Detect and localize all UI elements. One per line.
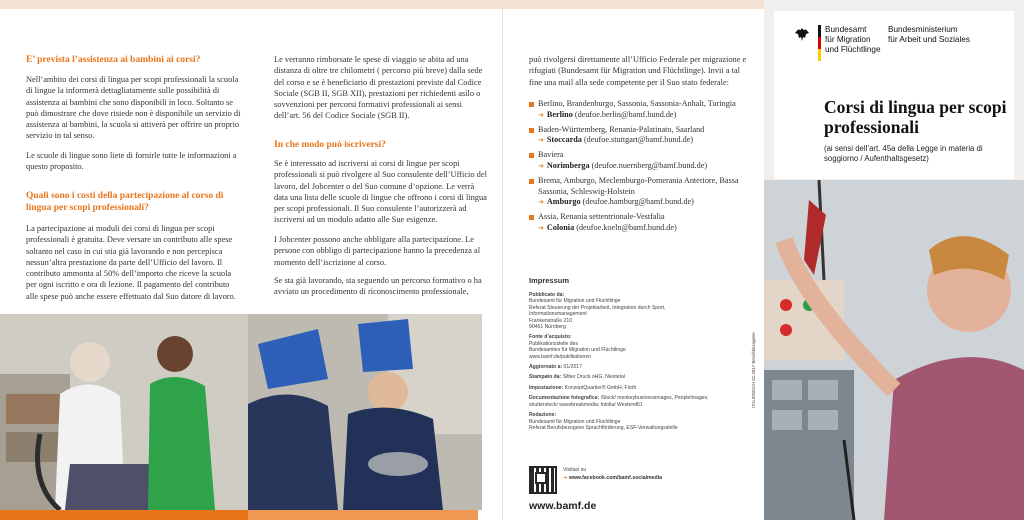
impressum-line: Bundesamt für Migration und Flüchtlinge	[529, 418, 621, 425]
website-link[interactable]: www.bamf.de	[529, 500, 597, 512]
logo-line: für Migration	[825, 35, 871, 44]
cover-subtitle: (ai sensi dell’art. 45a della Legge in materia di soggiorno / Aufenthaltsgesetz)	[824, 144, 983, 163]
impressum-line: Bundesamtes für Migration und Flüchtlinge	[529, 347, 626, 354]
visit-label: Visitaci su	[563, 467, 587, 473]
cover-header	[774, 11, 1014, 179]
impressum-label: Fonte d’acquisto:	[529, 334, 572, 341]
panel-contacts-impressum	[502, 0, 764, 520]
office-states: Assia, Renania settentrionale-Vestfalia	[529, 212, 755, 223]
logo-line: für Arbeit und Soziales	[888, 35, 970, 44]
arrow-right-icon: ➔	[538, 161, 544, 170]
office-city: Colonia	[546, 222, 575, 232]
office-contact[interactable]	[529, 161, 755, 172]
office-email[interactable]: (deufoe.berlin@bamf.bund.de)	[574, 109, 677, 119]
office-states: Baviera	[529, 150, 755, 161]
heading-childcare: E’ prevista l’assistenza ai bambini ai corsi?	[26, 55, 201, 65]
paragraph-contact-bamf: può rivolgersi direttamente all’Ufficio Federale per migrazione e rifugiati (Bundesamt für Migration und Flüchtlinge). Invii a tal fine una mail alla sede competente per il Suo stato federale:	[529, 55, 747, 87]
arrow-right-icon: ➔	[538, 223, 544, 232]
heading-costs: Quali sono i costi della partecipazione al corso di lingua per scopi professionali?	[26, 191, 224, 213]
office-states: Brema, Amburgo, Meclemburgo-Pomerania Anteriore, Bassa Sassonia, Schleswig-Holstein	[529, 176, 755, 198]
paragraph-obligation: I Jobcenter possono anche obbligare alla partecipazione. Le persone con obbligo di partecipazione hanno la precedenza al momento dell’iscrizione al corso.	[274, 235, 481, 267]
photo-welders	[248, 314, 482, 510]
paragraph-registration: Se è interessato ad iscriversi ai corsi di lingue per scopi professionali si può rivolgere al Suo consulente dell’Ufficio del lavoro, del Jobcenter o del Suo comune d’opzione. Le verrà data una lista delle scuole di lingue che offrono i corsi di lingua per scopi professionali. Il Suo consulente l’autorizzerà ad iscriversi ad un modulo adatto alle Sue esigenze.	[274, 159, 487, 225]
paragraph-schools-info: Le scuole di lingue sono liete di fornirle tutte le informazioni a questo proposito.	[26, 151, 237, 172]
photo-young-man-workshop	[764, 180, 1024, 520]
impressum-line: Bundesamt für Migration und Flüchtlinge	[529, 298, 621, 305]
impressum-updated	[529, 364, 729, 370]
impressum-title: Impressum	[529, 276, 570, 285]
paragraph-costs: La partecipazione ai moduli dei corsi di lingua per scopi professionali è gratuita. Deve versare un contributo alle spese soltanto nel caso in cui stia già lavorando e non percepisca nessun’altra prestazione da parte dell’Ufficio del lavoro. Il contributo ammonta al 50% dell’importo che riceve la scuola per ogni iscritto e ora di lezione. Il pagamento del contributo alle spese può anche essere effettuato dal Suo datore di lavoro.	[26, 224, 236, 301]
logo-line: und Flüchtlinge	[825, 45, 881, 54]
impressum-publisher	[529, 292, 729, 330]
impressum-value: iStock/ monkeybusinessimages, PeopleImages; shutterstock/ wavebreakmedia; fotolia/ Westend61	[529, 395, 709, 408]
cover-title: Corsi di lingua per scopi professionali	[824, 97, 1007, 137]
logo-bmas	[888, 25, 970, 45]
arrow-right-icon: ➔	[538, 136, 544, 145]
office-city: Berlino	[546, 109, 573, 119]
facebook-link[interactable]	[563, 474, 662, 482]
office-states: Baden-Württemberg, Renania-Palatinato, Saarland	[529, 125, 755, 136]
impressum-label: Pubblicato da:	[529, 292, 565, 298]
impressum-label: Impostazione:	[529, 384, 564, 391]
paragraph-working: Se sta già lavorando, sta seguendo un percorso formativo o ha avviato un procedimento di riconoscimento professionale,	[274, 276, 482, 297]
impressum	[529, 276, 729, 435]
impressum-line: 90461 Nürnberg	[529, 324, 566, 331]
logo-bamf	[825, 25, 881, 55]
office-city: Norimberga	[546, 160, 590, 170]
office-email[interactable]: (deufoe.stuttgart@bamf.bund.de)	[583, 135, 694, 145]
impressum-label: Redazione:	[529, 412, 557, 419]
impressum-line: Informationsmanagement	[529, 311, 587, 318]
bottom-stripe-orange	[0, 510, 248, 520]
impressum-value: 01/2017	[563, 364, 582, 371]
social-visit	[563, 466, 662, 482]
impressum-line: Frankenstraße 210	[529, 317, 573, 324]
paragraph-childcare: Nell’ambito dei corsi di lingua per scopi professionali la scuola di lingue la informerà dettagliatamente sulle possibilità di assistenza ai bambini che sono disponibili in loco. Soltanto se può dimostrare che dove risiede non è disponibile un servizio di assistenza ai bambini, la scuola si attiverà per offrire un proprio servizio in tal senso.	[26, 75, 241, 141]
office-email[interactable]: (deufoe.koeln@bamf.bund.de)	[576, 222, 677, 232]
impressum-print	[529, 374, 729, 380]
office-city: Stoccarda	[546, 135, 582, 145]
office-email[interactable]: (deufoe.hamburg@bamf.bund.de)	[582, 197, 694, 207]
office-contact[interactable]	[529, 110, 755, 121]
impressum-line: Publikationsstelle des	[529, 340, 578, 347]
office-item	[529, 99, 755, 121]
impressum-line: Referat Steuerung der Projektarbeit, Integration durch Sport,	[529, 304, 666, 311]
impressum-label: Stampato da:	[529, 374, 562, 381]
impressum-line: Referat Berufsbezogene Sprachförderung, ESF-Verwaltungsstelle	[529, 424, 678, 431]
arrow-right-icon: ➔	[538, 110, 544, 119]
office-contact[interactable]	[529, 197, 755, 208]
impressum-label: Documentazione fotografica:	[529, 395, 600, 402]
office-item	[529, 212, 755, 234]
logo-line: Bundesamt	[825, 25, 867, 34]
facebook-url[interactable]: www.facebook.com/bamf.socialmedia	[568, 475, 663, 481]
impressum-value: KonzeptQuartier® GmbH, Fürth	[564, 384, 637, 391]
impressum-value: Silber Druck oHG, Niestetal	[562, 374, 625, 381]
vertical-code: ITALIENISCH 01-2017 Berufsbezogene	[751, 332, 756, 408]
impressum-layout	[529, 385, 729, 391]
bottom-stripe-orange-light	[248, 510, 478, 520]
photo-caregiver-elderly	[0, 314, 248, 510]
arrow-right-icon: ➔	[538, 198, 544, 207]
office-item	[529, 176, 755, 208]
office-contact[interactable]	[529, 223, 755, 234]
heading-registration: In che modo può iscriversi?	[274, 140, 386, 150]
office-contact[interactable]	[529, 135, 755, 146]
qr-code-icon[interactable]	[529, 466, 557, 494]
impressum-photos	[529, 395, 729, 408]
office-email[interactable]: (deufoe.nuernberg@bamf.bund.de)	[591, 160, 708, 170]
office-item	[529, 125, 755, 147]
logo-line: Bundesministerium	[888, 25, 958, 34]
impressum-line[interactable]: www.bamf.de/publikationen	[529, 353, 592, 360]
office-item	[529, 150, 755, 172]
paragraph-travel-costs: Le verranno rimborsate le spese di viaggio se abita ad una distanza di oltre tre chilometri ( percorso più breve) dalla sede del corso e se è beneficiario di prestazioni previste dal Codice Sociale (SGB II, SGB XII), prestazioni per richiedenti asilo o sovvenzioni per percorsi formativi professionali ai sensi dell’art. 56 del Codice Sociale (SGB II).	[274, 55, 483, 121]
office-list	[529, 99, 755, 238]
impressum-label: Aggiornato a:	[529, 364, 563, 371]
german-flag-icon	[818, 25, 821, 61]
office-states: Berlino, Brandenburgo, Sassonia, Sassonia-Anhalt, Turingia	[529, 99, 755, 110]
arrow-right-icon: ➔	[563, 475, 568, 481]
impressum-editor	[529, 412, 729, 431]
office-city: Amburgo	[546, 197, 581, 207]
impressum-order	[529, 334, 729, 360]
federal-eagle-icon	[794, 27, 810, 43]
